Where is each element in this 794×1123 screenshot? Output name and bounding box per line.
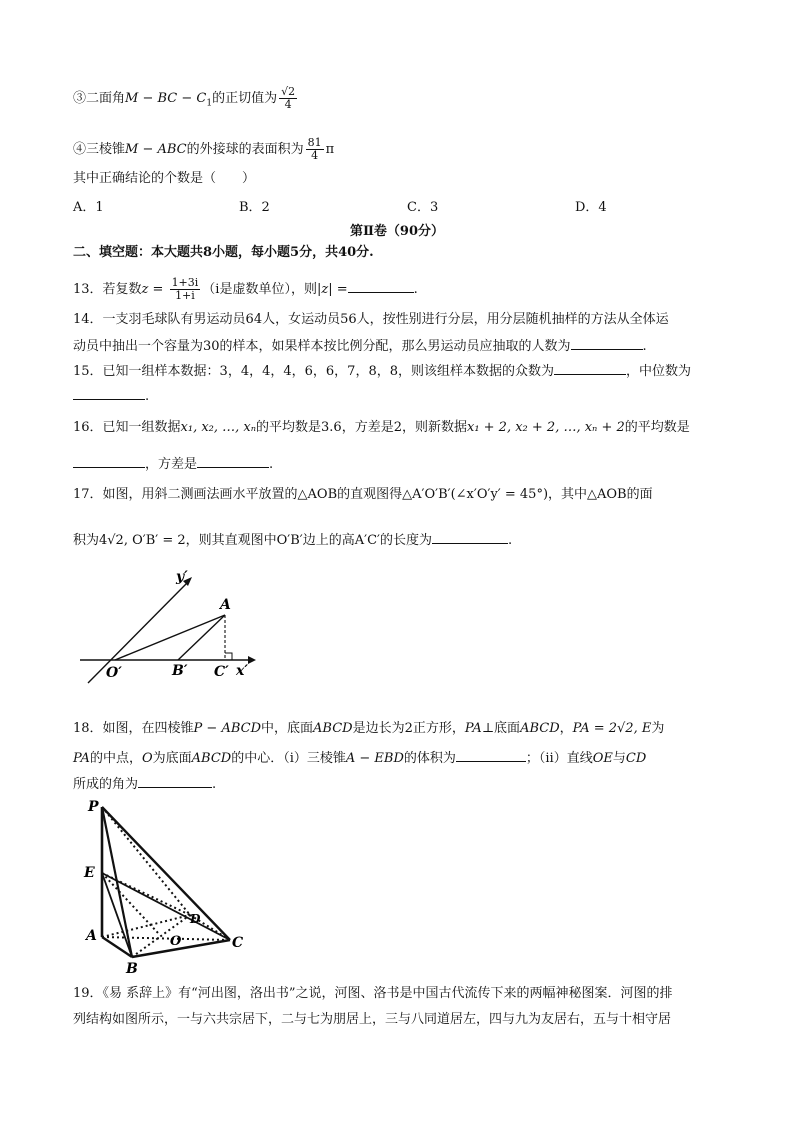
q13-answer-blank[interactable] [348,279,414,293]
edge-p-b [102,807,132,957]
statement-3-mid: 的正切值为 [212,91,278,106]
statement-4-prefix: ④三棱锥 [73,142,126,157]
statement-4-num: 81 [307,136,322,149]
q18-base-3: ABCD [191,751,232,766]
label-C: C [232,935,244,951]
label-P: P [88,799,99,815]
statement-4-fraction [306,137,324,162]
statement-3-expr: M − BC − C [125,91,207,106]
right-angle-mark [225,653,232,660]
q13-num: 1+3i [171,276,199,289]
q16-mean-blank[interactable] [73,454,145,468]
q16-data-vars: x₁, x₂, …, xₙ [180,420,257,435]
hidden-e-o [102,873,158,933]
q18-b4: 为底面 [152,751,192,766]
statement-3-num: √2 [281,85,296,98]
q14-answer-blank[interactable] [571,336,643,350]
q18-c1: 所成的角为 [73,777,139,792]
label-A: A [86,928,97,944]
q18-base: ABCD [313,721,353,736]
label-B: B [126,961,138,977]
q13-prefix: 13．若复数 [73,282,142,297]
label-x: x′ [236,663,249,679]
option-b: B．2 [239,200,270,215]
question-17-line-1: 17．如图，用斜二测画法画水平放置的△AOB的直观图得△A′O′B′(∠x′O′y′ = 45°)，其中△AOB的面 [73,487,653,502]
hidden-a-c [102,937,230,940]
question-14-line-1: 14．一支羽毛球队有男运动员64人，女运动员56人，按性别进行分层，用分层随机抽样的方法从全体运 [73,312,669,327]
question-15-line-1 [73,361,691,380]
q18-oe: OE [592,751,613,766]
question-17-line-2 [73,530,512,549]
question-13 [73,277,418,302]
label-O: O [170,934,182,949]
statement-4-expr: M − ABC [125,142,187,157]
label-E: E [84,865,95,881]
q18-volume-blank[interactable] [456,748,526,762]
question-19-line-1: 19．《易 系辞上》有“河出图，洛出书”之说，河图、洛书是中国古代流传下来的两幅神秘图案．河图的排 [73,986,673,1001]
q15-mode-blank[interactable] [554,361,626,375]
q18-a1: 18．如图，在四棱锥 [73,721,194,736]
edge-o-a [115,615,225,660]
edge-b-a [178,615,225,660]
q16-e: 的平均数是 [624,420,690,435]
q18-a5: 是边长为2正方形， [352,721,465,736]
option-c: C．3 [407,200,439,215]
q18-a11: 为 [651,721,665,736]
q13-abs: |z| = [316,282,348,297]
question-18-line-3 [73,774,216,793]
q16-variance-blank[interactable] [197,454,269,468]
question-15-line-2 [73,386,149,405]
label-y: y′ [176,569,188,585]
q18-pyramid: P − ABCD [193,721,262,736]
q18-angle-blank[interactable] [138,774,212,788]
statement-3-sub: 1 [206,98,213,109]
q17-end: . [508,533,513,548]
label-A: A [220,597,231,613]
q18-a9: ， [559,721,573,736]
q18-base-2: ABCD [520,721,560,736]
q18-b6: 的中心．（ⅰ）三棱锥 [231,751,346,766]
q18-cd: CD [625,751,647,766]
q14-line2-text: 动员中抽出一个容量为30的样本，如果样本按比例分配，那么男运动员应抽取的人数为 [73,339,571,354]
q18-pa-length: PA = 2√2, E [572,721,652,736]
q18-a3: 中，底面 [261,721,314,736]
statement-3-den: 4 [284,98,292,111]
q17-answer-blank[interactable] [432,530,508,544]
q18-end: . [212,777,217,792]
part-2-title: 第Ⅱ卷（90分） [349,224,445,239]
q12-prompt: 其中正确结论的个数是（ ） [73,171,256,186]
q16-end: . [269,457,274,472]
q18-pa: PA [73,751,90,766]
statement-3 [73,86,299,112]
figure-17-oblique-projection [80,565,270,685]
label-O: O′ [106,665,122,681]
q18-b2: 的中点， [89,751,142,766]
question-19-line-2: 列结构如图所示，一与六共宗居下，二与七为朋居上，三与八同道居左，四与九为友居右，五与十相守居 [73,1012,672,1027]
q16-c: 的平均数是3.6，方差是2，则新数据 [256,420,467,435]
q15-text: 15．已知一组样本数据：3，4，4，4，6，6，7，8，8，则该组样本数据的众数为 [73,364,554,379]
label-B: B′ [172,663,188,679]
figure-18-pyramid [80,795,260,980]
label-C: C′ [214,664,229,680]
question-16-line-1 [73,420,690,436]
question-18-line-2 [73,748,646,767]
question-14-line-2 [73,336,647,355]
q18-b8: 的体积为 [403,751,456,766]
q16-f: ，方差是 [145,457,198,472]
statement-4 [73,137,334,162]
statement-4-pi: π [325,142,335,157]
question-16-line-2 [73,454,273,473]
hidden-p-d [102,807,190,915]
section-2-title: 二、填空题：本大题共8小题，每小题5分，共40分. [73,245,374,260]
question-18-line-1 [73,721,664,737]
option-a: A．1 [73,200,104,215]
q14-end: . [642,339,647,354]
q13-fraction [170,277,201,302]
option-d: D．4 [575,200,607,215]
q18-b11: 与 [612,751,626,766]
x-axis-arrow [248,656,256,664]
q13-end: . [413,282,418,297]
q13-var: z = [141,282,168,297]
label-D: D [190,912,201,926]
q15-mid: ，中位数为 [625,364,691,379]
q17-b: 积为4√2, O′B′ = 2，则其直观图中O′B′边上的高A′C′的长度为 [73,533,432,548]
statement-3-fraction [279,86,297,111]
q18-perp: PA⊥ [464,721,495,736]
q18-o: O [141,751,153,766]
q13-den: 1+i [175,289,195,302]
q18-b9: ；（ⅱ）直线 [525,751,593,766]
q15-median-blank[interactable] [73,386,145,400]
q13-mid: （i是虚数单位），则 [202,282,317,297]
q18-tetra: A − EBD [345,751,404,766]
statement-3-prefix: ③二面角 [73,91,126,106]
q15-end: . [145,389,150,404]
q16-a: 16．已知一组数据 [73,420,181,435]
statement-4-mid: 的外接球的表面积为 [186,142,304,157]
q16-new-vars: x₁ + 2, x₂ + 2, …, xₙ + 2 [466,420,625,435]
q18-a7: 底面 [494,721,521,736]
statement-4-den: 4 [311,149,319,162]
